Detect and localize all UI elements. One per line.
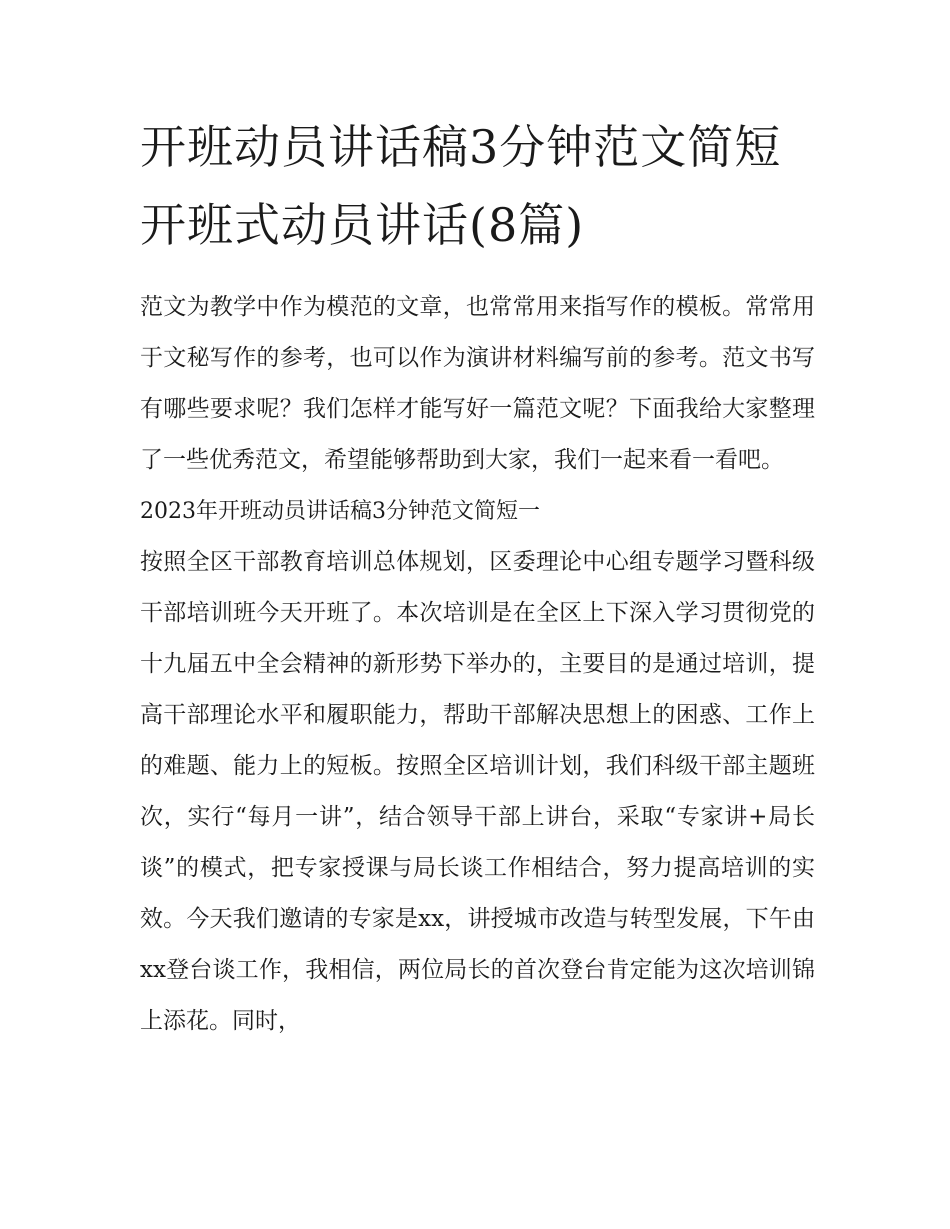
intro-paragraph: 范文为教学中作为模范的文章，也常常用来指写作的模板。常常用于文秘写作的参考，也可以作为演讲材料编写前的参考。范文书写有哪些要求呢？我们怎样才能写好一篇范文呢？下面我给大家整理了一些优秀范文，希望能够帮助到大家，我们一起来看一看吧。 [140, 294, 815, 473]
document-title: 开班动员讲话稿3分钟范文简短 开班式动员讲话(8篇) [140, 120, 782, 252]
document-content [140, 108, 815, 1047]
body-paragraph: 按照全区干部教育培训总体规划，区委理论中心组专题学习暨科级干部培训班今天开班了。本次培训是在全区上下深入学习贯彻党的十九届五中全会精神的新形势下举办的，主要目的是通过培训，提高干部理论水平和履职能力，帮助干部解决思想上的困惑、工作上的难题、能力上的短板。按照全区培训计划，我们科级干部主题班次，实行“每月一讲”，结合领导干部上讲台，采取“专家讲+局长谈”的模式，把专家授课与局长谈工作相结合，努力提高培训的实效。今天我们邀请的专家是xx，讲授城市改造与转型发展，下午由xx登台谈工作，我相信，两位局长的首次登台肯定能为这次培训锦上添花。同时， [140, 549, 815, 1034]
section-heading: 2023年开班动员讲话稿3分钟范文简短一 [140, 499, 540, 524]
